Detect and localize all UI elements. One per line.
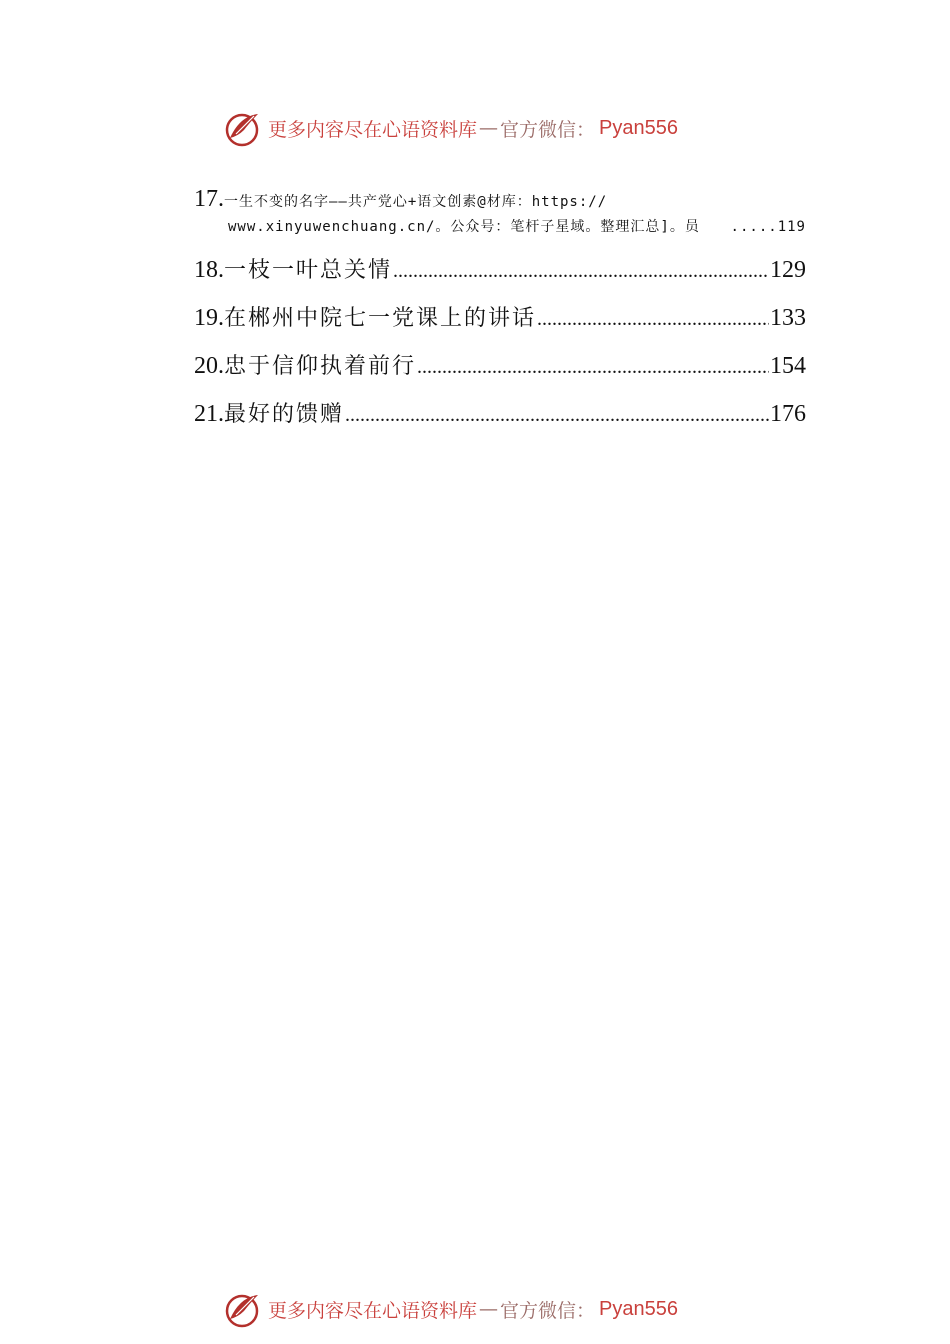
toc-number: 20.	[194, 353, 224, 379]
toc-page: 119	[777, 219, 806, 235]
toc-title: 一枝一叶总关情	[224, 258, 393, 283]
toc-entry-17[interactable]	[194, 186, 806, 240]
toc-leader	[345, 391, 769, 439]
toc-entry-21[interactable]	[194, 390, 806, 438]
toc-page: 154	[770, 353, 806, 379]
toc-entry-20[interactable]	[194, 342, 806, 390]
banner-wechat-label: 官方微信：	[500, 1299, 596, 1322]
banner-text: 更多内容尽在心语资料库	[268, 1299, 478, 1322]
toc-title-line2: www.xinyuwenchuang.cn/。公众号：笔杆子星域。整理汇总]。员	[228, 219, 700, 235]
toc-leader: .....	[730, 219, 778, 235]
toc-title: 最好的馈赠	[224, 402, 345, 427]
brand-logo-icon	[224, 1289, 264, 1329]
banner-text: 更多内容尽在心语资料库	[268, 118, 478, 141]
toc-leader	[393, 247, 769, 295]
toc-number: 21.	[194, 401, 224, 427]
brand-logo-icon	[224, 108, 264, 148]
toc-number: 19.	[194, 305, 224, 331]
toc-page: 176	[770, 401, 806, 427]
toc-title: 在郴州中院七一党课上的讲话	[224, 306, 537, 331]
toc-title: 忠于信仰执着前行	[224, 354, 417, 379]
banner-wechat-label: 官方微信：	[500, 118, 596, 141]
banner-wechat-id: Pyan556	[599, 116, 678, 139]
toc-entry-18[interactable]	[194, 246, 806, 294]
banner-dash: —	[479, 1298, 499, 1320]
banner-dash: —	[479, 117, 499, 139]
header-banner	[224, 108, 678, 148]
toc-entry-19[interactable]	[194, 294, 806, 342]
toc-number: 17.	[194, 186, 224, 212]
toc-title-line1: 一生不变的名字——共产党心+语文创素@材库：https://	[224, 194, 608, 210]
toc-page: 133	[770, 305, 806, 331]
table-of-contents	[194, 186, 806, 438]
banner-wechat-id: Pyan556	[599, 1297, 678, 1320]
toc-leader-and-page	[700, 219, 806, 235]
toc-leader	[417, 343, 769, 391]
toc-page: 129	[770, 257, 806, 283]
footer-banner	[224, 1289, 678, 1329]
toc-number: 18.	[194, 257, 224, 283]
toc-leader	[537, 295, 769, 343]
